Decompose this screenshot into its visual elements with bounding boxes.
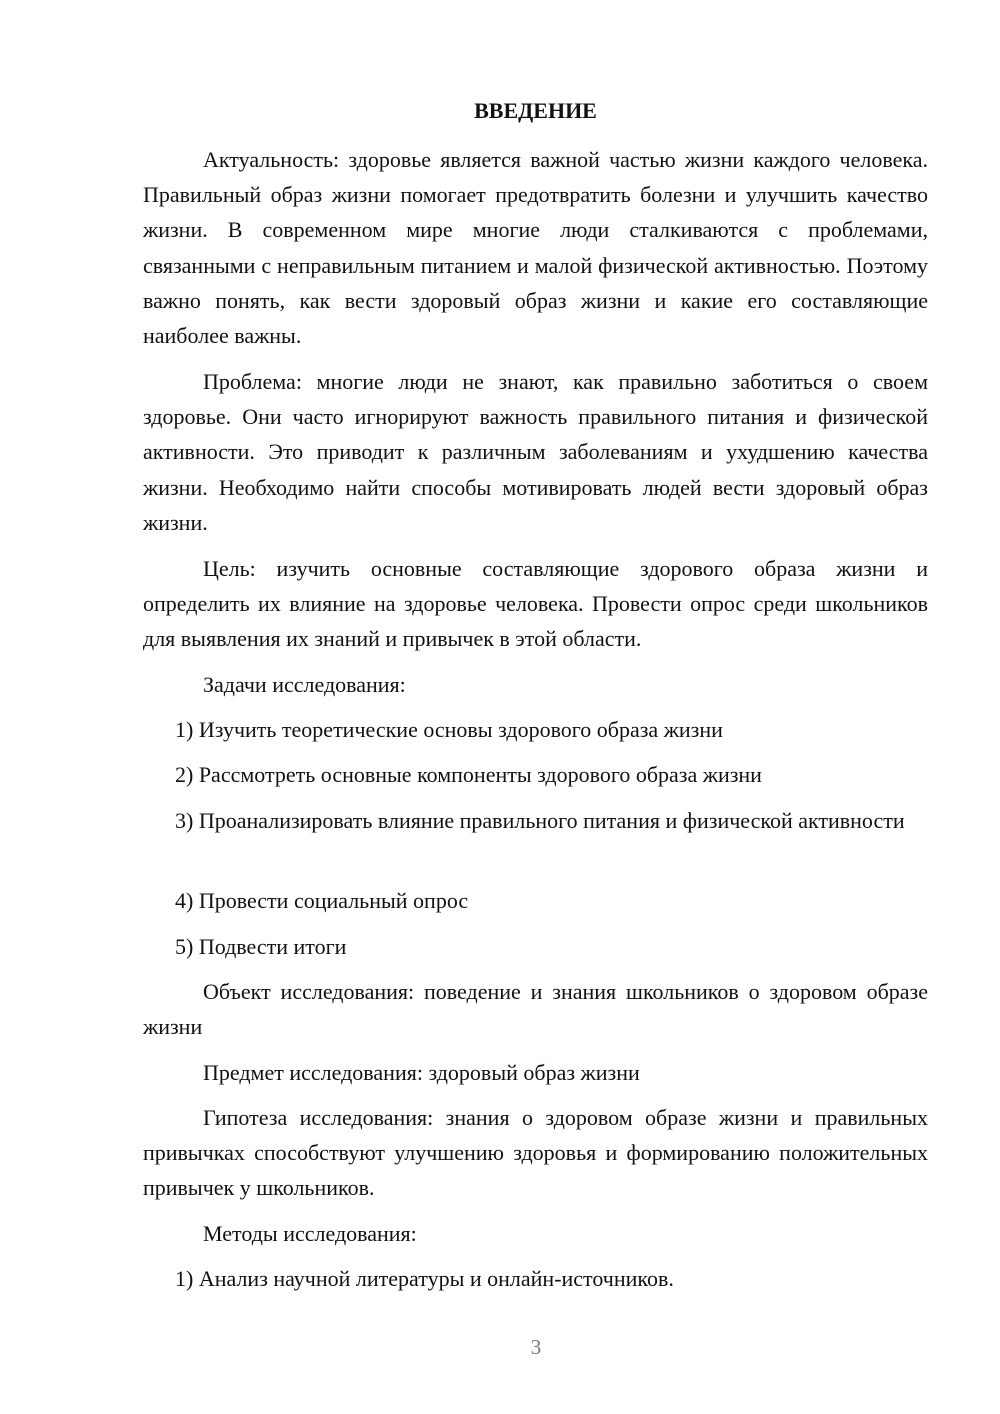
relevance-paragraph: Актуальность: здоровье является важной частью жизни каждого человека. Правильный образ жизни помогает предотвратить болезни и улучшить качество жизни. В современном мире многие люди сталкиваются с проблемами, связанными с неправильным питанием и малой физической активностью. Поэтому важно понять, как вести здоровый образ жизни и какие его составляющие наиболее важны. <box>143 147 928 349</box>
page-number: 3 <box>530 1335 542 1359</box>
page-title: ВВЕДЕНИЕ <box>474 98 597 123</box>
task-item-5: 5) Подвести итоги <box>175 934 347 959</box>
method-item-1: 1) Анализ научной литературы и онлайн-источников. <box>175 1266 674 1291</box>
task-item-3: 3) Проанализировать влияние правильного питания и физической активности <box>175 808 905 833</box>
problem-paragraph: Проблема: многие люди не знают, как правильно заботиться о своем здоровье. Они часто игнорируют важность правильного питания и физической активности. Это приводит к различным заболеваниям и ухудшению качества жизни. Необходимо найти способы мотивировать людей вести здоровый образ жизни. <box>143 369 928 535</box>
subject-paragraph: Предмет исследования: здоровый образ жизни <box>203 1060 640 1085</box>
tasks-heading: Задачи исследования: <box>203 672 406 697</box>
object-paragraph: Объект исследования: поведение и знания школьников о здоровом образе жизни <box>143 979 928 1040</box>
methods-heading: Методы исследования: <box>203 1221 417 1246</box>
task-item-1: 1) Изучить теоретические основы здорового образа жизни <box>175 717 723 742</box>
goal-paragraph: Цель: изучить основные составляющие здорового образа жизни и определить их влияние на здоровье человека. Провести опрос среди школьников для выявления их знаний и привычек в этой области. <box>143 556 928 652</box>
hypothesis-paragraph: Гипотеза исследования: знания о здоровом образе жизни и правильных привычках способствуют улучшению здоровья и формированию положительных привычек у школьников. <box>143 1105 928 1201</box>
task-item-2: 2) Рассмотреть основные компоненты здорового образа жизни <box>175 762 762 787</box>
task-item-4: 4) Провести социальный опрос <box>175 888 469 913</box>
